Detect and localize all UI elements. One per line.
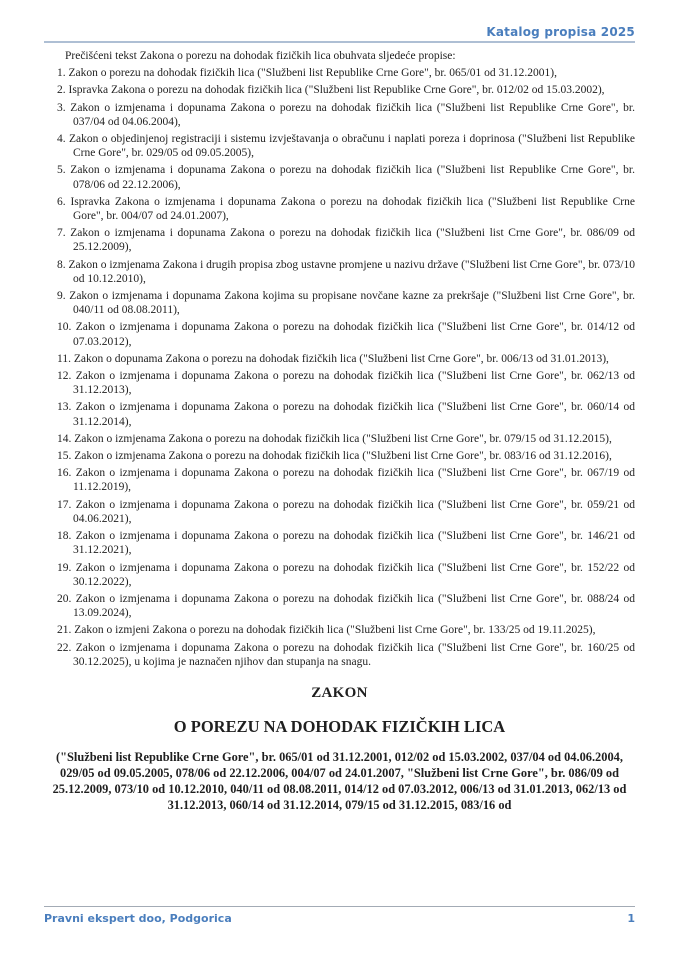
list-item: 2. Ispravka Zakona o porezu na dohodak fizičkih lica ("Službeni list Republike Crne Gore", br. 012/02 od 15.03.2002),: [57, 84, 605, 97]
list-item: 20. Zakon o izmjenama i dopunama Zakona o porezu na dohodak fizičkih lica ("Službeni list Crne Gore", br. 088/24 od 13.09.2024),: [57, 592, 635, 620]
propisi-list: [44, 66, 635, 669]
list-item: 15. Zakon o izmjenama Zakona o porezu na dohodak fizičkih lica ("Službeni list Crne Gore", br. 083/16 od 31.12.2016),: [57, 450, 612, 463]
list-item: 22. Zakon o izmjenama i dopunama Zakona o porezu na dohodak fizičkih lica ("Službeni list Crne Gore", br. 160/25 od 30.12.2025), u kojima je naznačen njihov dan stupanja na snagu.: [57, 641, 635, 668]
list-item: 14. Zakon o izmjenama Zakona o porezu na dohodak fizičkih lica ("Službeni list Crne Gore", br. 079/15 od 31.12.2015),: [57, 432, 612, 445]
publisher-label: Pravni ekspert doo, Podgorica: [44, 912, 232, 925]
document-content: [44, 49, 635, 813]
list-item: 4. Zakon o objedinjenoj registraciji i sistemu izvještavanja o obračunu i naplati poreza i doprinosa ("Službeni list Republike Crne Gore", br. 029/05 od 09.05.2005),: [57, 133, 635, 160]
list-item: 13. Zakon o izmjenama i dopunama Zakona o porezu na dohodak fizičkih lica ("Službeni list Crne Gore", br. 060/14 od 31.12.2014),: [57, 401, 635, 428]
list-item: 16. Zakon o izmjenama i dopunama Zakona o porezu na dohodak fizičkih lica ("Službeni list Crne Gore", br. 067/19 od 11.12.2019),: [57, 467, 635, 494]
intro-paragraph: Prečišćeni tekst Zakona o porezu na dohodak fizičkih lica obuhvata sljedeće propise:: [65, 50, 456, 62]
catalog-header-label: Katalog propisa 2025: [486, 25, 635, 39]
list-item: 11. Zakon o dopunama Zakona o porezu na dohodak fizičkih lica ("Službeni list Crne Gore", br. 006/13 od 31.01.2013),: [57, 352, 609, 365]
list-item: 17. Zakon o izmjenama i dopunama Zakona o porezu na dohodak fizičkih lica ("Službeni list Crne Gore", br. 059/21 od 04.06.2021),: [57, 498, 635, 525]
list-item: 21. Zakon o izmjeni Zakona o porezu na dohodak fizičkih lica ("Službeni list Crne Gore", br. 133/25 od 19.11.2025),: [57, 624, 596, 637]
list-item: 1. Zakon o porezu na dohodak fizičkih lica ("Službeni list Republike Crne Gore", br. 065/01 od 31.12.2001),: [57, 67, 557, 80]
list-item: 19. Zakon o izmjenama i dopunama Zakona o porezu na dohodak fizičkih lica ("Službeni list Crne Gore", br. 152/22 od 30.12.2022),: [57, 561, 635, 588]
page-footer: [44, 906, 635, 952]
list-item: 5. Zakon o izmjenama i dopunama Zakona o porezu na dohodak fizičkih lica ("Službeni list Republike Crne Gore", br. 078/06 od 22.12.2006),: [57, 164, 635, 191]
list-item: 6. Ispravka Zakona o izmjenama i dopunama Zakona o porezu na dohodak fizičkih lica ("Službeni list Republike Crne Gore", br. 004/07 od 24.01.2007),: [57, 195, 635, 223]
list-item: 10. Zakon o izmjenama i dopunama Zakona o porezu na dohodak fizičkih lica ("Službeni list Crne Gore", br. 014/12 od 07.03.2012),: [57, 321, 635, 348]
law-heading: ZAKON: [311, 684, 368, 701]
list-item: 3. Zakon o izmjenama i dopunama Zakona o porezu na dohodak fizičkih lica ("Službeni list Republike Crne Gore", br. 037/04 od 04.06.2004),: [57, 101, 635, 128]
list-item: 12. Zakon o izmjenama i dopunama Zakona o porezu na dohodak fizičkih lica ("Službeni list Crne Gore", br. 062/13 od 31.12.2013),: [57, 370, 635, 397]
list-item: 8. Zakon o izmjenama Zakona i drugih propisa zbog ustavne promjene u nazivu države ("Službeni list Crne Gore", br. 073/10 od 10.12.2010),: [57, 258, 635, 285]
page-header: [44, 0, 635, 43]
law-title: O POREZU NA DOHODAK FIZIČKIH LICA: [173, 716, 506, 736]
list-item: 9. Zakon o izmjenama i dopunama Zakona kojima su propisane novčane kazne za prekršaje ("Službeni list Crne Gore", br. 040/11 od 08.08.2011),: [57, 290, 635, 317]
list-item: 18. Zakon o izmjenama i dopunama Zakona o porezu na dohodak fizičkih lica ("Službeni list Crne Gore", br. 146/21 od 31.12.2021),: [57, 530, 635, 557]
list-item: 7. Zakon o izmjenama i dopunama Zakona o porezu na dohodak fizičkih lica ("Službeni list Crne Gore", br. 086/09 od 25.12.2009),: [57, 227, 635, 254]
page-number: 1: [627, 912, 635, 925]
law-citation: ("Službeni list Republike Crne Gore", br. 065/01 od 31.12.2001, 012/02 od 15.03.2002, 037/04 od 04.06.2004, 029/05 od 09.05.2005, 078/06 od 22.12.2006, 004/07 od 24.01.2007, "Službeni list Crne Gore", br. 086/09 od 25.12.2009, 073/10 od 10.12.2010, 040/11 od 08.08.2011, 014/12 od 07.03.2012, 006/13 od 31.01.2013, 062/13 od 31.12.2013, 060/14 od 31.12.2014, 079/15 od 31.12.2015, 083/16 od: [52, 749, 627, 812]
